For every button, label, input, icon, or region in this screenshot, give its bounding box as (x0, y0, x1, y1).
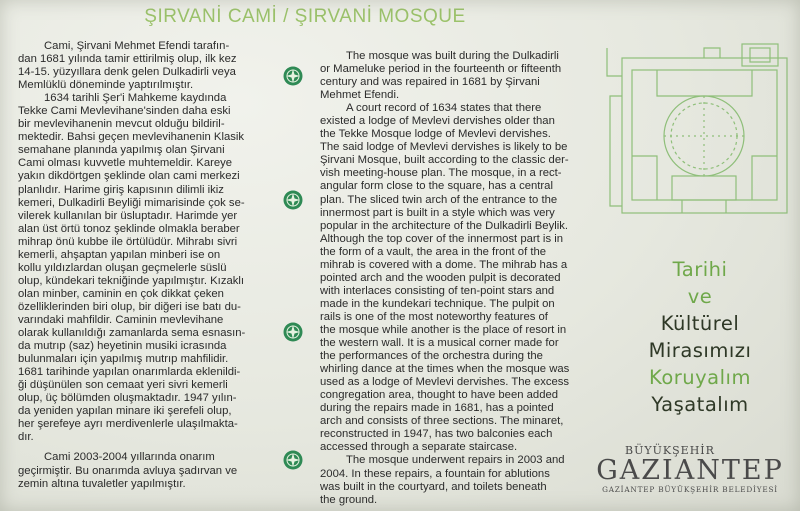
floor-plan-drawing (602, 36, 792, 221)
text-line: da yeniden yapılan minare iki şerefeli olup, (18, 405, 232, 418)
text-line: reconstructed in 1947, has two balconies each (320, 428, 553, 441)
text-line: or Mameluke period in the fourteenth or fifteenth (320, 63, 562, 76)
text-line: kemerli, ahşaptan yapılan minberi ise on (18, 248, 221, 261)
text-line: the form of a vault, the area in the front of the (320, 245, 547, 258)
text-line: during the repairs made in 1681, has a pointed (320, 402, 554, 415)
text-line: vilerek kullanılan bir üsluptadır. Harimde yer (18, 209, 238, 222)
text-line: semahane planında yapılmış olan Şirvani (18, 144, 225, 157)
text-line: mihrap önü kubbe ile örtülüdür. Mihrabı sivri (18, 235, 238, 248)
text-line: pointed arch and the wooden pulpit is decorated (320, 271, 561, 284)
ornament-icon (283, 322, 303, 342)
text-line: ği düşünülen son cemaat yeri sivri kemerli (18, 379, 228, 392)
text-line: the performances of the orchestra during the (320, 350, 543, 363)
text-line: rails is one of the most noteworthy features of (320, 310, 548, 323)
text-line: The mosque was built during the Dulkadirli (346, 50, 559, 62)
text-line: Cami 2003-2004 yıllarında onarım (44, 451, 215, 464)
text-line: whirling dance at the times when the mosque was (320, 363, 570, 376)
text-line: 2004. In these repairs, a fountain for ablutions (320, 467, 550, 480)
text-line: Although the top cover of the innermost part is in (320, 232, 564, 245)
text-line: plan. The sliced twin arch of the entrance to the (320, 193, 558, 206)
text-line: zemin altına tuvaletler yapılmıştır. (18, 477, 186, 490)
text-line: made in the kundekari technique. The pulpit on (320, 297, 555, 310)
text-line: the mosque while another is the place of resort in (320, 323, 567, 336)
board-title: ŞIRVANİ CAMİ / ŞIRVANİ MOSQUE (144, 6, 466, 27)
text-line: A court record of 1634 states that there (346, 102, 542, 115)
text-line: olarak kullanıldığı zamanlarda sema esnasın- (18, 327, 246, 340)
text-line: Mehmet Efendi. (320, 89, 400, 102)
text-line: kollu yıldızlardan oluşan geçmelerle süslü (18, 261, 227, 274)
ornament-icon (283, 66, 303, 86)
text-line: was built in the courtyard, and toilets beneath (320, 480, 547, 493)
slogan-line: Mirasımızı (648, 339, 752, 362)
text-line: Cami, Şirvani Mehmet Efendi tarafın- (44, 40, 230, 52)
text-line: dır. (18, 431, 34, 444)
text-line: Tekke Cami Mevlevihane'sinden daha eski (18, 105, 231, 118)
text-line: the western wall. It is a musical corner made for (320, 337, 559, 350)
text-line: Memlüklü döneminde yaptırılmıştır. (18, 79, 194, 92)
slogan-line: Tarihi (672, 258, 728, 281)
text-line: The said lodge of Mevlevi dervishes is likely to be (320, 141, 568, 154)
slogan-line: Yaşatalım (651, 393, 749, 416)
text-line: olup, üç bölümden oluşmaktadır. 1947 yılın- (18, 392, 237, 405)
text-line: popular in the architecture of the Dulkadirli Beylik. (320, 219, 569, 232)
text-line: arch and consists of three sections. The minaret, (320, 415, 564, 428)
text-line: vish meeting-house plan. The mosque, in a rect- (320, 167, 562, 180)
text-line: kemeri, Dulkadirli Beyliği mimarisinde çok se- (18, 196, 245, 209)
text-line: bulunmaları için yapılmış mutrıp mahfilidir. (18, 353, 229, 366)
text-line: mektedir. Bahsi geçen mevlevihanenin Klasik (18, 131, 245, 144)
text-line: özelliklerinden biri olup, bir diğeri ise batı du- (18, 300, 241, 313)
text-line: olup, kündekari tekniğinde yapılmıştır. Kızaklı (18, 274, 245, 287)
english-text-column (320, 50, 588, 507)
text-line: varındaki mahfildir. Caminin mevlevihane (18, 313, 224, 326)
text-line: existed a lodge of Mevlevi dervishes older than (320, 115, 555, 128)
text-line: accessed through a separate staircase. (320, 441, 518, 454)
turkish-text-column (18, 40, 278, 491)
text-line: yakın dikdörtgen şeklinde olan cami merkezi (18, 170, 240, 183)
text-line: The mosque underwent repairs in 2003 and (346, 454, 565, 467)
text-line: bir mevlevihanenin mevcut olduğu bildiril- (18, 118, 225, 131)
text-line: innermost part is built in a style which was very (320, 206, 555, 219)
text-line: with interlaces consisting of ten-point stars and (320, 284, 555, 297)
slogan (600, 256, 800, 418)
slogan-line: Kültürel (660, 312, 740, 335)
ornament-icon (283, 190, 303, 210)
text-line: dan 1681 yılında tamir ettirilmiş olup, ilk kez (18, 53, 237, 66)
text-line: Şirvani Mosque, built according to the classic der- (320, 154, 569, 167)
text-line: century and was repaired in 1681 by Şirvani (320, 76, 540, 89)
slogan-line: Koruyalım (649, 366, 751, 389)
text-line: planlıdır. Harime giriş kapısının dilimli ikiz (18, 183, 224, 196)
logo-subtitle: GAZİANTEP BÜYÜKŞEHİR BELEDİYESİ (602, 485, 778, 494)
text-line: congregation area, thought to have been added (320, 389, 559, 402)
text-line: 1681 tarihinde yapılan onarımlarda eklenildi- (18, 366, 241, 379)
text-line: Cami olması kuvvetle muhtemeldir. Kareye (18, 157, 233, 170)
text-line: geçirmiştir. Bu onarımda avluya şadırvan ve (18, 464, 238, 477)
text-line: 14-15. yüzyıllara denk gelen Dulkadirli veya (18, 66, 236, 79)
text-line: the ground. (320, 493, 378, 506)
text-line: used as a lodge of Mevlevi dervishes. The excess (320, 376, 570, 389)
slogan-line: ve (687, 285, 713, 308)
text-line: angular form close to the square, has a central (320, 180, 553, 193)
text-line: her şerefeye ayrı merdivenlerle ulaşılmakta- (18, 418, 238, 431)
text-line: the Tekke Mosque lodge of Mevlevi dervishes. (320, 128, 551, 141)
municipality-logo (585, 444, 795, 494)
ornament-icon (283, 450, 303, 470)
text-line: mihrab is covered with a dome. The mihrab has a (320, 258, 568, 271)
text-line: olan minber, caminin en çok dikkat çeken (18, 287, 224, 300)
text-line: 1634 tarihli Şer'i Mahkeme kaydında (44, 92, 227, 105)
logo-name: GAZIANTEP (596, 455, 784, 486)
logo-top-text: BÜYÜKŞEHİR (625, 444, 715, 457)
text-line: alan üst örtü tonoz şeklinde olmakla beraber (18, 222, 240, 235)
text-line: da mutrıp (saz) heyetinin musiki icrasında (18, 340, 227, 353)
